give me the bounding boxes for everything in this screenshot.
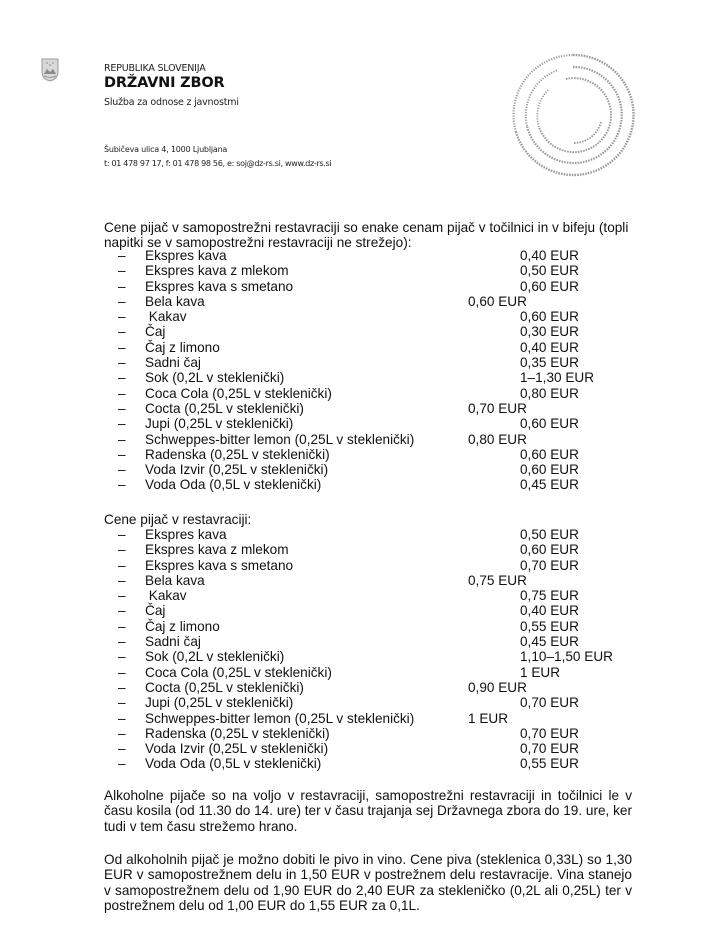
item-name: Sok (0,2L v steklenički) <box>145 370 285 386</box>
bullet-dash: – <box>118 446 126 462</box>
bullet-dash: – <box>118 557 126 573</box>
item-name: Cocta (0,25L v steklenički) <box>145 400 304 416</box>
bullet-dash: – <box>118 293 126 309</box>
item-price: 0,60 EUR <box>520 542 579 558</box>
item-name: Ekspres kava z mlekom <box>145 263 289 279</box>
price-list-item <box>104 370 664 385</box>
bullet-dash: – <box>118 385 126 401</box>
bullet-dash: – <box>118 572 126 588</box>
price-list-item <box>104 416 664 431</box>
bullet-dash: – <box>118 741 126 757</box>
item-price: 1,10–1,50 EUR <box>520 649 613 665</box>
section2-price-list <box>104 527 664 772</box>
spiral-seal-logo <box>508 50 638 180</box>
item-name: Cocta (0,25L v steklenički) <box>145 679 304 695</box>
item-price: 0,30 EUR <box>520 324 579 340</box>
beer-wine-paragraph: Od alkoholnih pijač je možno dobiti le pivo in vino. Cene piva (steklenica 0,33L) so 1,30 EUR v samopostrežnem delu in 1,50 EUR v postrežnem delu restavracije. Vina stanejo v samopostrežnem delu od 1,90 EUR do 2,40 EUR za stekleničko (0,2L ali 0,25L) ter v postrežnem delu od 1,00 EUR do 1,55 EUR za 0,1L. <box>104 852 632 914</box>
slovenia-coat-of-arms-icon <box>41 58 59 82</box>
item-name: Sadni čaj <box>145 634 201 650</box>
item-price: 0,70 EUR <box>520 557 579 573</box>
letterhead-address: Šubičeva ulica 4, 1000 Ljubljana <box>104 145 228 154</box>
letterhead-contact: t: 01 478 97 17, f: 01 478 98 56, e: soj@dz-rs.si, www.dz-rs.si <box>104 159 332 168</box>
item-price: 0,75 EUR <box>468 572 527 588</box>
item-price: 0,70 EUR <box>520 741 579 757</box>
alcohol-paragraph: Alkoholne pijače so na voljo v restavraciji, samopostrežni restavraciji in točilnici le v času kosila (od 11.30 do 14. ure) ter v času trajanja sej Državnega zbora do 19. ure, ker tudi v tem času strežemo hrano. <box>104 788 632 834</box>
letterhead-department: Služba za odnose z javnostmi <box>104 97 239 108</box>
item-price: 1 EUR <box>520 664 561 680</box>
bullet-dash: – <box>118 756 126 772</box>
item-name: Kakav <box>145 309 187 325</box>
price-list-item <box>104 756 664 771</box>
section1-price-list <box>104 248 664 493</box>
item-price: 0,80 EUR <box>520 385 579 401</box>
price-list-item <box>104 324 664 339</box>
item-name: Coca Cola (0,25L v steklenički) <box>145 385 332 401</box>
item-name: Jupi (0,25L v steklenički) <box>145 695 294 711</box>
price-list-item <box>104 711 664 726</box>
bullet-dash: – <box>118 618 126 634</box>
bullet-dash: – <box>118 695 126 711</box>
item-name: Bela kava <box>145 572 205 588</box>
price-list-item <box>104 665 664 680</box>
item-price: 0,90 EUR <box>468 679 527 695</box>
item-price: 0,55 EUR <box>520 618 579 634</box>
bullet-dash: – <box>118 542 126 558</box>
item-name: Sadni čaj <box>145 355 201 371</box>
price-list-item <box>104 695 664 710</box>
item-price: 0,50 EUR <box>520 527 579 542</box>
bullet-dash: – <box>118 649 126 665</box>
price-list-item <box>104 741 664 756</box>
price-list-item <box>104 309 664 324</box>
item-price: 0,75 EUR <box>520 588 579 604</box>
price-list-item <box>104 432 664 447</box>
price-list-item <box>104 619 664 634</box>
item-name: Voda Oda (0,5L v steklenički) <box>145 477 322 493</box>
price-list-item <box>104 649 664 664</box>
item-name: Ekspres kava <box>145 248 227 263</box>
bullet-dash: – <box>118 527 126 542</box>
item-name: Schweppes-bitter lemon (0,25L v steklenički) <box>145 710 415 726</box>
price-list-item <box>104 340 664 355</box>
bullet-dash: – <box>118 416 126 432</box>
item-name: Jupi (0,25L v steklenički) <box>145 416 294 432</box>
item-name: Čaj <box>145 603 166 619</box>
item-name: Radenska (0,25L v steklenički) <box>145 725 330 741</box>
item-name: Ekspres kava s smetano <box>145 278 294 294</box>
item-price: 0,60 EUR <box>520 462 579 478</box>
item-name: Voda Izvir (0,25L v steklenički) <box>145 741 329 757</box>
price-list-item <box>104 634 664 649</box>
section1-intro: Cene pijač v samopostrežni restavraciji so enake cenam pijač v točilnici in v bifeju (topli napitki se v samopostrežni restavraciji ne strežejo): <box>104 220 629 251</box>
item-name: Coca Cola (0,25L v steklenički) <box>145 664 332 680</box>
price-list-item <box>104 573 664 588</box>
item-name: Čaj z limono <box>145 339 220 355</box>
item-price: 1–1,30 EUR <box>520 370 595 386</box>
price-list-item <box>104 588 664 603</box>
item-name: Radenska (0,25L v steklenički) <box>145 446 330 462</box>
price-list-item <box>104 542 664 557</box>
item-price: 0,35 EUR <box>520 355 579 371</box>
price-list-item <box>104 355 664 370</box>
bullet-dash: – <box>118 603 126 619</box>
price-list-item <box>104 294 664 309</box>
item-price: 0,45 EUR <box>520 477 579 493</box>
item-price: 0,50 EUR <box>520 263 579 279</box>
item-name: Bela kava <box>145 293 205 309</box>
bullet-dash: – <box>118 725 126 741</box>
item-price: 0,40 EUR <box>520 248 579 263</box>
item-price: 0,60 EUR <box>520 278 579 294</box>
bullet-dash: – <box>118 324 126 340</box>
item-name: Voda Oda (0,5L v steklenički) <box>145 756 322 772</box>
bullet-dash: – <box>118 278 126 294</box>
bullet-dash: – <box>118 664 126 680</box>
item-price: 0,70 EUR <box>520 725 579 741</box>
item-name: Voda Izvir (0,25L v steklenički) <box>145 462 329 478</box>
bullet-dash: – <box>118 339 126 355</box>
price-list-item <box>104 248 664 263</box>
item-price: 0,45 EUR <box>520 634 579 650</box>
price-list-item <box>104 401 664 416</box>
item-price: 0,70 EUR <box>520 695 579 711</box>
item-name: Schweppes-bitter lemon (0,25L v steklenički) <box>145 431 415 447</box>
item-price: 0,60 EUR <box>520 416 579 432</box>
bullet-dash: – <box>118 462 126 478</box>
bullet-dash: – <box>118 588 126 604</box>
item-name: Ekspres kava <box>145 527 227 542</box>
item-price: 0,60 EUR <box>520 446 579 462</box>
bullet-dash: – <box>118 400 126 416</box>
item-name: Ekspres kava s smetano <box>145 557 294 573</box>
price-list-item <box>104 726 664 741</box>
bullet-dash: – <box>118 248 126 263</box>
price-list-item <box>104 263 664 278</box>
item-name: Čaj z limono <box>145 618 220 634</box>
item-name: Ekspres kava z mlekom <box>145 542 289 558</box>
bullet-dash: – <box>118 477 126 493</box>
bullet-dash: – <box>118 355 126 371</box>
price-list-item <box>104 447 664 462</box>
price-list-item <box>104 558 664 573</box>
bullet-dash: – <box>118 679 126 695</box>
item-price: 0,80 EUR <box>468 431 527 447</box>
item-price: 1 EUR <box>468 710 509 726</box>
bullet-dash: – <box>118 431 126 447</box>
bullet-dash: – <box>118 370 126 386</box>
price-list-item <box>104 603 664 618</box>
section2-intro: Cene pijač v restavraciji: <box>104 512 252 527</box>
bullet-dash: – <box>118 263 126 279</box>
item-name: Sok (0,2L v steklenički) <box>145 649 285 665</box>
price-list-item <box>104 477 664 492</box>
item-price: 0,60 EUR <box>520 309 579 325</box>
item-price: 0,40 EUR <box>520 603 579 619</box>
item-price: 0,40 EUR <box>520 339 579 355</box>
price-list-item <box>104 527 664 542</box>
item-price: 0,55 EUR <box>520 756 579 772</box>
item-name: Kakav <box>145 588 187 604</box>
price-list-item <box>104 386 664 401</box>
item-price: 0,60 EUR <box>468 293 527 309</box>
price-list-item <box>104 279 664 294</box>
letterhead-institution: DRŽAVNI ZBOR <box>104 75 225 91</box>
bullet-dash: – <box>118 634 126 650</box>
item-name: Čaj <box>145 324 166 340</box>
bullet-dash: – <box>118 710 126 726</box>
price-list-item <box>104 462 664 477</box>
item-price: 0,70 EUR <box>468 400 527 416</box>
price-list-item <box>104 680 664 695</box>
bullet-dash: – <box>118 309 126 325</box>
letterhead-republic: REPUBLIKA SLOVENIJA <box>104 63 206 74</box>
